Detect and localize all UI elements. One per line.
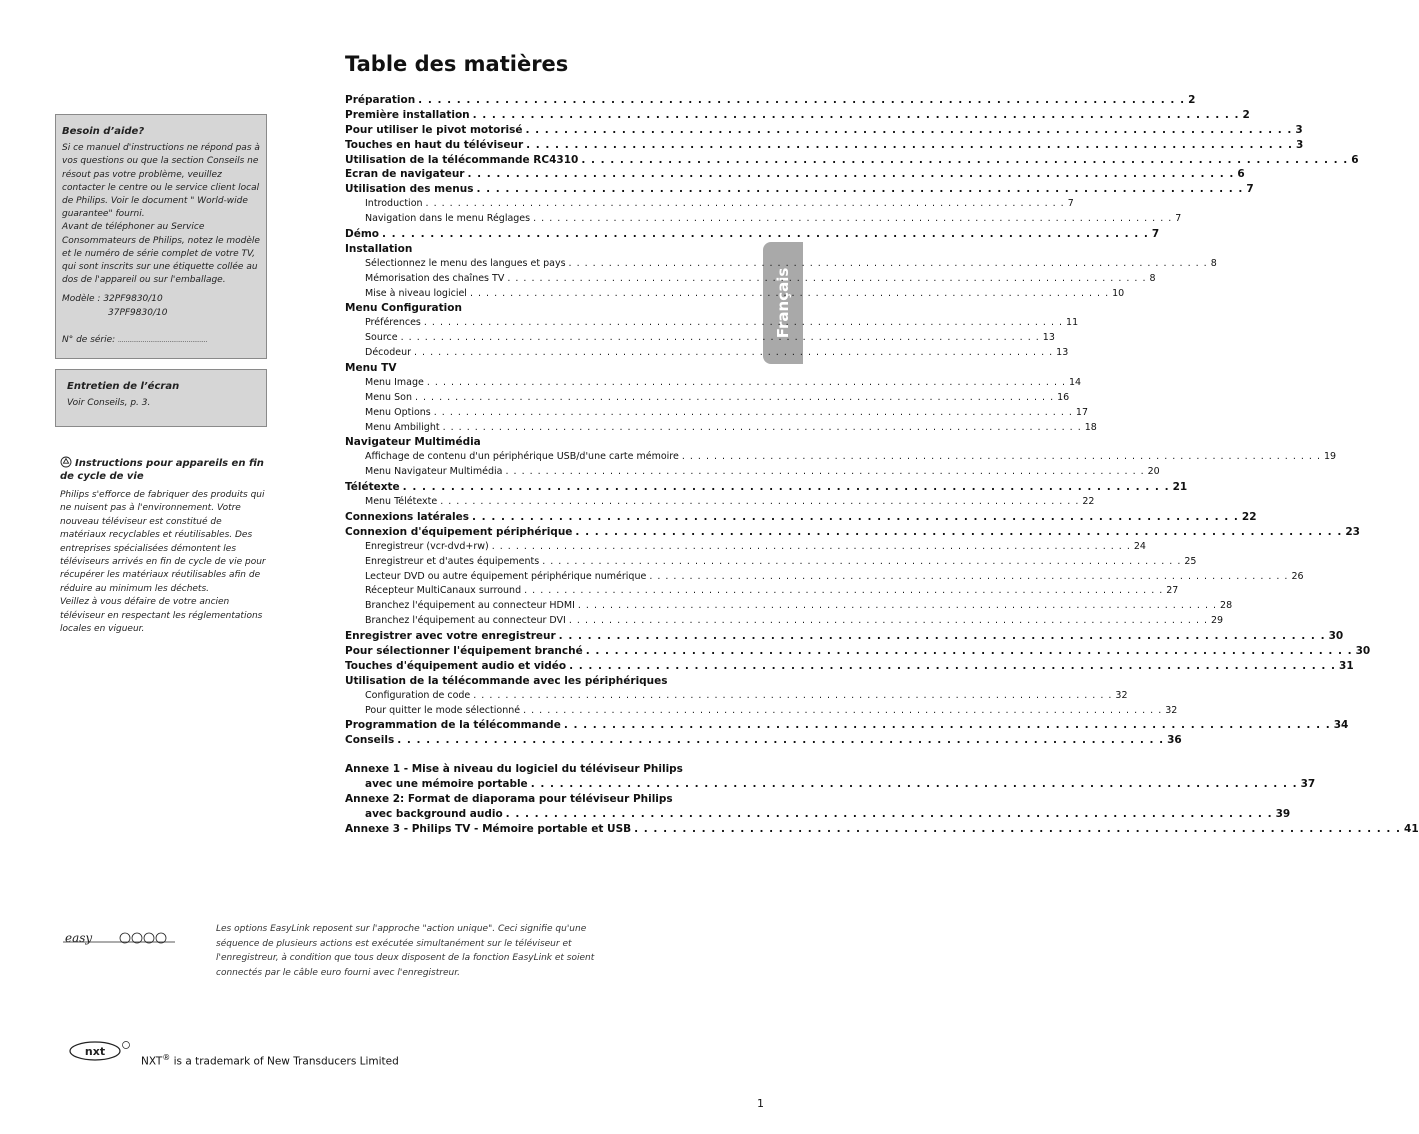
toc-entry — [345, 496, 1095, 511]
toc-leader-dots: . . . . . . . . . . . . . . . . . . . . . . . . . . . . . . . . . . . . . . . . . . . . . . . . . . . . . . . . . . . . . . . . . . . . . . . . . . . . . . . . — [505, 807, 1273, 820]
toc-leader-dots: . . . . . . . . . . . . . . . . . . . . . . . . . . . . . . . . . . . . . . . . . . . . . . . . . . . . . . . . . . . . . . . . . . . . . . . . . . . . . . . . — [575, 525, 1343, 538]
toc-page-number: 29 — [1211, 615, 1224, 627]
toc-entry-title: Introduction — [365, 198, 423, 210]
toc-entry-title: Source — [365, 332, 398, 344]
nxt-note-text: is a trademark of New Transducers Limited — [170, 1055, 399, 1068]
toc-leader-dots: . . . . . . . . . . . . . . . . . . . . . . . . . . . . . . . . . . . . . . . . . . . . . . . . . . . . . . . . . . . . . . . . . . . . . . . . . . . . . . . . — [476, 183, 1244, 196]
toc-page-number: 2 — [1188, 94, 1196, 106]
toc-page-number: 10 — [1112, 287, 1125, 299]
toc-leader-dots: . . . . . . . . . . . . . . . . . . . . . . . . . . . . . . . . . . . . . . . . . . . . . . . . . . . . . . . . . . . . . . . . . . . . . . . . . . . . . . . . — [426, 376, 1067, 388]
toc-page-number: 13 — [1042, 332, 1055, 344]
toc-page-number: 28 — [1220, 600, 1233, 612]
toc-leader-dots: . . . . . . . . . . . . . . . . . . . . . . . . . . . . . . . . . . . . . . . . . . . . . . . . . . . . . . . . . . . . . . . . . . . . . . . . . . . . . . . . — [507, 272, 1147, 284]
toc-entry-title: Menu TV — [345, 362, 397, 375]
toc-entry-title: Récepteur MultiCanaux surround — [365, 585, 522, 597]
toc-page-number: 3 — [1296, 138, 1304, 151]
recycling-section — [60, 456, 268, 636]
toc-leader-dots: . . . . . . . . . . . . . . . . . . . . . . . . . . . . . . . . . . . . . . . . . . . . . . . . . . . . . . . . . . . . . . . . . . . . . . . . . . . . . . . . — [472, 108, 1240, 121]
toc-entry-title: Lecteur DVD ou autre équipement périphérique numérique — [365, 570, 647, 582]
svg-text:nxt: nxt — [84, 1045, 106, 1058]
toc-entry-title: Pour quitter le mode sélectionné — [365, 704, 521, 716]
toc-page-number: 19 — [1324, 451, 1337, 463]
toc-entry-title: Menu Navigateur Multimédia — [365, 466, 503, 478]
toc-leader-dots: . . . . . . . . . . . . . . . . . . . . . . . . . . . . . . . . . . . . . . . . . . . . . . . . . . . . . . . . . . . . . . . . . . . . . . . . . . . . . . . . — [649, 570, 1289, 582]
toc-entry-title: Menu Ambilight — [365, 421, 440, 433]
model-second: 37PF9830/10 — [108, 307, 168, 318]
toc-page-number: 30 — [1328, 630, 1344, 643]
help-box-body-2: Avant de téléphoner au Service Consommateurs de Philips, notez le modèle et le numéro de série complet de votre TV, qui sont inscrits sur une étiquette collée au dos de l'appareil ou sur l'emballage. — [62, 222, 260, 286]
toc-leader-dots: . . . . . . . . . . . . . . . . . . . . . . . . . . . . . . . . . . . . . . . . . . . . . . . . . . . . . . . . . . . . . . . . . . . . . . . . . . . . . . . . — [533, 213, 1173, 225]
toc-entry — [345, 570, 1304, 586]
toc-entry — [345, 332, 1055, 347]
help-box — [55, 114, 267, 359]
nxt-brand: NXT — [141, 1055, 163, 1068]
screen-care-title: Entretien de l’écran — [67, 381, 180, 392]
toc-entry-title: Branchez l'équipement au connecteur HDMI — [365, 600, 575, 612]
screen-care-body: Voir Conseils, p. 3. — [67, 398, 151, 409]
toc-entry — [345, 421, 1097, 437]
toc-entry — [345, 153, 1359, 169]
toc-page-number: 27 — [1166, 585, 1179, 597]
serial-label: N° de série: — [62, 334, 116, 345]
toc-leader-dots: . . . . . . . . . . . . . . . . . . . . . . . . . . . . . . . . . . . . . . . . . . . . . . . . . . . . . . . . . . . . . . . . . . . . . . . . . . . . . . . . — [433, 406, 1073, 418]
toc-entry-title: Télétexte — [345, 481, 400, 494]
toc-page-number: 26 — [1291, 570, 1304, 582]
toc-entry-title: Enregistreur (vcr-dvd+rw) — [365, 540, 489, 552]
toc-entry — [345, 436, 725, 451]
toc-leader-dots: . . . . . . . . . . . . . . . . . . . . . . . . . . . . . . . . . . . . . . . . . . . . . . . . . . . . . . . . . . . . . . . . . . . . . . . . . . . . . . . . — [542, 555, 1182, 567]
toc-page-number: 17 — [1075, 406, 1089, 418]
toc-entry — [345, 704, 1178, 720]
toc-entry — [345, 763, 725, 778]
toc-leader-dots: . . . . . . . . . . . . . . . . . . . . . . . . . . . . . . . . . . . . . . . . . . . . . . . . . . . . . . . . . . . . . . . . . . . . . . . . . . . . . . . . — [568, 257, 1208, 269]
toc-entry-title: Première installation — [345, 108, 470, 121]
toc-entry-title: Connexions latérales — [345, 510, 470, 523]
toc-entry — [345, 391, 1070, 407]
recycling-body: Philips s'efforce de fabriquer des produits qui ne nuisent pas à l'environnement. Votre nouveau téléviseur est constitué de matériaux recyclables et réutilisables. Des entreprises spécialisées démontent les téléviseurs arrivés en fin de cycle de vie pour récupérer les matériaux réutilisables afin de réduire au minimum les déchets. — [60, 490, 266, 594]
toc-entry — [345, 481, 1188, 496]
toc-entry-title: Installation — [345, 242, 413, 255]
toc-entry — [345, 272, 1156, 288]
toc-entry — [345, 376, 1082, 392]
toc-entry — [345, 540, 1146, 556]
toc-page-number: 39 — [1275, 807, 1291, 820]
toc-leader-dots: . . . . . . . . . . . . . . . . . . . . . . . . . . . . . . . . . . . . . . . . . . . . . . . . . . . . . . . . . . . . . . . . . . . . . . . . . . . . . . . . — [568, 615, 1209, 627]
toc-entry-title: Préférences — [365, 317, 421, 329]
help-box-title: Besoin d’aide? — [62, 126, 145, 137]
toc-page-number: 7 — [1175, 213, 1182, 225]
toc-entry-title: Navigation dans le menu Réglages — [365, 213, 531, 225]
toc-entry-title: Utilisation de la télécommande avec les périphériques — [345, 674, 668, 687]
toc-leader-dots: . . . . . . . . . . . . . . . . . . . . . . . . . . . . . . . . . . . . . . . . . . . . . . . . . . . . . . . . . . . . . . . . . . . . . . . . . . . . . . . . — [402, 481, 1170, 494]
toc-page-number: 23 — [1345, 525, 1360, 538]
toc-entry — [345, 228, 1160, 243]
toc-entry — [345, 302, 725, 317]
toc-entry-title: Menu Télétexte — [365, 496, 438, 508]
toc-entry-title: Pour utiliser le pivot motorisé — [345, 123, 523, 136]
toc-leader-dots: . . . . . . . . . . . . . . . . . . . . . . . . . . . . . . . . . . . . . . . . . . . . . . . . . . . . . . . . . . . . . . . . . . . . . . . . . . . . . . . . — [523, 704, 1163, 716]
toc-page-number: 30 — [1355, 644, 1371, 657]
toc-leader-dots: . . . . . . . . . . . . . . . . . . . . . . . . . . . . . . . . . . . . . . . . . . . . . . . . . . . . . . . . . . . . . . . . . . . . . . . . . . . . . . . . — [400, 332, 1040, 344]
toc-page-number: 22 — [1241, 510, 1257, 523]
toc-leader-dots: . . . . . . . . . . . . . . . . . . . . . . . . . . . . . . . . . . . . . . . . . . . . . . . . . . . . . . . . . . . . . . . . . . . . . . . . . . . . . . . . — [526, 138, 1294, 151]
toc-leader-dots: . . . . . . . . . . . . . . . . . . . . . . . . . . . . . . . . . . . . . . . . . . . . . . . . . . . . . . . . . . . . . . . . . . . . . . . . . . . . . . . . — [585, 644, 1353, 657]
toc-page-number: 7 — [1246, 183, 1254, 196]
toc-page-number: 31 — [1339, 659, 1354, 672]
recycling-title: Instructions pour appareils en fin de cycle de vie — [60, 458, 264, 482]
toc-entry — [345, 778, 1316, 793]
toc-entry-title: Annexe 3 - Philips TV - Mémoire portable et USB — [345, 822, 632, 835]
toc-entry — [345, 719, 1349, 734]
toc-entry-title: Ecran de navigateur — [345, 168, 465, 181]
toc-leader-dots: . . . . . . . . . . . . . . . . . . . . . . . . . . . . . . . . . . . . . . . . . . . . . . . . . . . . . . . . . . . . . . . . . . . . . . . . . . . . . . . . — [577, 600, 1218, 612]
toc-entry-title: Affichage de contenu d'un périphérique USB/d'une carte mémoire — [365, 451, 679, 463]
toc-entry — [345, 659, 1354, 675]
serial-blank: ............................................... — [118, 336, 208, 344]
toc-page-number: 7 — [1067, 198, 1074, 210]
toc-entry-title: Sélectionnez le menu des langues et pays — [365, 257, 566, 269]
toc-entry — [345, 287, 1125, 303]
toc-leader-dots: . . . . . . . . . . . . . . . . . . . . . . . . . . . . . . . . . . . . . . . . . . . . . . . . . . . . . . . . . . . . . . . . . . . . . . . . . . . . . . . . — [563, 719, 1331, 732]
toc-entry-title: Utilisation des menus — [345, 183, 474, 196]
toc-entry — [345, 168, 1245, 183]
easylink-logo-text: easy — [65, 931, 93, 945]
toc-entry-title: Branchez l'équipement au connecteur DVI — [365, 615, 566, 627]
toc-entry-title: Préparation — [345, 94, 416, 106]
toc-entry — [345, 644, 1371, 660]
toc-entry — [345, 347, 1069, 362]
toc-leader-dots: . . . . . . . . . . . . . . . . . . . . . . . . . . . . . . . . . . . . . . . . . . . . . . . . . . . . . . . . . . . . . . . . . . . . . . . . . . . . . . . . — [569, 659, 1337, 672]
page-title: Table des matières — [345, 52, 569, 76]
toc-leader-dots: . . . . . . . . . . . . . . . . . . . . . . . . . . . . . . . . . . . . . . . . . . . . . . . . . . . . . . . . . . . . . . . . . . . . . . . . . . . . . . . . — [442, 421, 1082, 433]
toc-page-number: 37 — [1300, 778, 1316, 791]
serial-number-line — [62, 334, 261, 347]
toc-page-number: 13 — [1056, 347, 1069, 359]
toc-leader-dots: . . . . . . . . . . . . . . . . . . . . . . . . . . . . . . . . . . . . . . . . . . . . . . . . . . . . . . . . . . . . . . . . . . . . . . . . . . . . . . . . — [469, 287, 1110, 299]
toc-entry — [345, 793, 725, 808]
toc-page-number: 8 — [1149, 272, 1156, 284]
toc-entry — [345, 183, 1254, 198]
recycling-title-line — [60, 456, 268, 483]
toc-page-number: 24 — [1133, 540, 1146, 552]
toc-page-number: 6 — [1237, 168, 1245, 181]
toc-entry-title: Programmation de la télécommande — [345, 719, 561, 732]
toc-entry-title: Menu Options — [365, 406, 431, 418]
toc-entry — [345, 362, 725, 377]
screen-care-box — [55, 369, 267, 427]
toc-leader-dots: . . . . . . . . . . . . . . . . . . . . . . . . . . . . . . . . . . . . . . . . . . . . . . . . . . . . . . . . . . . . . . . . . . . . . . . . . . . . . . . . — [505, 466, 1145, 478]
toc-entry-title: Pour sélectionner l'équipement branché — [345, 644, 583, 657]
toc-page-number: 18 — [1084, 421, 1097, 433]
toc-entry — [345, 807, 1291, 823]
toc-leader-dots: . . . . . . . . . . . . . . . . . . . . . . . . . . . . . . . . . . . . . . . . . . . . . . . . . . . . . . . . . . . . . . . . . . . . . . . . . . . . . . . . — [472, 510, 1239, 523]
toc-entry — [345, 108, 1250, 124]
toc-entry-title: Mise à niveau logiciel — [365, 287, 467, 299]
toc-entry-title: Décodeur — [365, 347, 411, 359]
toc-entry-title: Annexe 2: Format de diaporama pour téléviseur Philips — [345, 792, 673, 805]
toc-leader-dots: . . . . . . . . . . . . . . . . . . . . . . . . . . . . . . . . . . . . . . . . . . . . . . . . . . . . . . . . . . . . . . . . . . . . . . . . . . . . . . . . — [491, 540, 1131, 552]
toc-entry-title: Touches d'équipement audio et vidéo — [345, 659, 567, 672]
toc-entry — [345, 94, 1196, 109]
toc-leader-dots: . . . . . . . . . . . . . . . . . . . . . . . . . . . . . . . . . . . . . . . . . . . . . . . . . . . . . . . . . . . . . . . . . . . . . . . . . . . . . . . . — [524, 585, 1164, 597]
toc-entry-title: Annexe 1 - Mise à niveau du logiciel du téléviseur Philips — [345, 763, 683, 776]
nxt-trademark-note — [141, 1053, 399, 1068]
registered-mark: ® — [162, 1053, 171, 1062]
toc-leader-dots: . . . . . . . . . . . . . . . . . . . . . . . . . . . . . . . . . . . . . . . . . . . . . . . . . . . . . . . . . . . . . . . . . . . . . . . . . . . . . . . . — [525, 123, 1293, 136]
toc-page-number: 25 — [1184, 555, 1197, 567]
toc-page-number: 34 — [1333, 719, 1349, 732]
toc-leader-dots: . . . . . . . . . . . . . . . . . . . . . . . . . . . . . . . . . . . . . . . . . . . . . . . . . . . . . . . . . . . . . . . . . . . . . . . . . . . . . . . . — [397, 734, 1165, 747]
toc-leader-dots: . . . . . . . . . . . . . . . . . . . . . . . . . . . . . . . . . . . . . . . . . . . . . . . . . . . . . . . . . . . . . . . . . . . . . . . . . . . . . . . . — [382, 228, 1149, 241]
easylink-logo — [63, 928, 179, 950]
toc-entry — [345, 451, 1337, 466]
toc-entry-title: Menu Configuration — [345, 302, 462, 315]
toc-leader-dots: . . . . . . . . . . . . . . . . . . . . . . . . . . . . . . . . . . . . . . . . . . . . . . . . . . . . . . . . . . . . . . . . . . . . . . . . . . . . . . . . — [467, 168, 1235, 181]
toc-entry-title: Conseils — [345, 734, 395, 747]
toc-entry — [345, 822, 1419, 838]
toc-entry — [345, 198, 1074, 213]
toc-leader-dots: . . . . . . . . . . . . . . . . . . . . . . . . . . . . . . . . . . . . . . . . . . . . . . . . . . . . . . . . . . . . . . . . . . . . . . . . . . . . . . . . — [440, 496, 1080, 508]
toc-entry — [345, 555, 1197, 571]
toc-entry-title: Démo — [345, 228, 379, 241]
nxt-logo — [68, 1040, 132, 1062]
toc-page-number: 22 — [1082, 496, 1095, 508]
toc-entry — [345, 123, 1303, 139]
help-box-body: Si ce manuel d'instructions ne répond pas à vos questions ou que la section Conseils ne résout pas votre problème, veuillez contacter le centre ou le service client local de Philips. Voir le document " World-wide guarantee" fourni. — [62, 143, 260, 220]
toc-entry — [345, 243, 725, 258]
toc-page-number: 20 — [1147, 466, 1160, 478]
toc-entry-title: avec background audio — [365, 807, 503, 820]
toc-page-number: 6 — [1351, 153, 1359, 166]
toc-entry — [345, 257, 1217, 273]
toc-entry — [345, 615, 1224, 630]
toc-page-number: 2 — [1242, 108, 1250, 121]
toc-entry-title: Mémorisation des chaînes TV — [365, 272, 505, 284]
toc-leader-dots: . . . . . . . . . . . . . . . . . . . . . . . . . . . . . . . . . . . . . . . . . . . . . . . . . . . . . . . . . . . . . . . . . . . . . . . . . . . . . . . . — [414, 347, 1054, 359]
recycling-body-2: Veillez à vous défaire de votre ancien téléviseur en respectant les réglementations locales en vigueur. — [60, 597, 263, 635]
toc-entry — [345, 213, 1182, 228]
toc-entry — [345, 600, 1233, 615]
toc-page-number: 32 — [1115, 689, 1128, 701]
toc-page-number: 7 — [1151, 228, 1160, 241]
toc-page-number: 8 — [1210, 257, 1217, 269]
recycle-icon — [60, 456, 72, 468]
toc-entry-title: Touches en haut du téléviseur — [345, 138, 524, 151]
toc-entry — [345, 689, 1128, 705]
toc-leader-dots: . . . . . . . . . . . . . . . . . . . . . . . . . . . . . . . . . . . . . . . . . . . . . . . . . . . . . . . . . . . . . . . . . . . . . . . . . . . . . . . . — [423, 317, 1064, 329]
toc-leader-dots: . . . . . . . . . . . . . . . . . . . . . . . . . . . . . . . . . . . . . . . . . . . . . . . . . . . . . . . . . . . . . . . . . . . . . . . . . . . . . . . . — [558, 630, 1326, 643]
toc-entry — [345, 675, 725, 690]
toc-entry — [345, 138, 1304, 154]
toc-page-number: 16 — [1057, 391, 1070, 403]
language-tab-label: Français — [774, 267, 792, 339]
toc-entry-title: Menu Image — [365, 376, 424, 388]
toc-entry-title: avec une mémoire portable — [365, 778, 528, 791]
toc-entry-title: Connexion d'équipement périphérique — [345, 525, 573, 538]
toc-page-number: 3 — [1295, 123, 1303, 136]
toc-entry-title: Configuration de code — [365, 689, 471, 701]
toc-leader-dots: . . . . . . . . . . . . . . . . . . . . . . . . . . . . . . . . . . . . . . . . . . . . . . . . . . . . . . . . . . . . . . . . . . . . . . . . . . . . . . . . — [425, 198, 1065, 210]
toc-leader-dots: . . . . . . . . . . . . . . . . . . . . . . . . . . . . . . . . . . . . . . . . . . . . . . . . . . . . . . . . . . . . . . . . . . . . . . . . . . . . . . . . — [581, 153, 1349, 166]
toc-leader-dots: . . . . . . . . . . . . . . . . . . . . . . . . . . . . . . . . . . . . . . . . . . . . . . . . . . . . . . . . . . . . . . . . . . . . . . . . . . . . . . . . — [634, 822, 1402, 835]
toc-leader-dots: . . . . . . . . . . . . . . . . . . . . . . . . . . . . . . . . . . . . . . . . . . . . . . . . . . . . . . . . . . . . . . . . . . . . . . . . . . . . . . . . — [530, 778, 1298, 791]
toc-entry-title: Enregistrer avec votre enregistreur — [345, 630, 556, 643]
model-label: Modèle : 32PF9830/10 — [62, 294, 163, 305]
toc-page-number: 41 — [1404, 822, 1419, 835]
toc-page-number: 14 — [1069, 376, 1082, 388]
toc-leader-dots: . . . . . . . . . . . . . . . . . . . . . . . . . . . . . . . . . . . . . . . . . . . . . . . . . . . . . . . . . . . . . . . . . . . . . . . . . . . . . . . . — [681, 451, 1321, 463]
toc-entry-title: Menu Son — [365, 391, 412, 403]
page-number: 1 — [757, 1097, 764, 1110]
toc-entry-title: Utilisation de la télécommande RC4310 — [345, 153, 579, 166]
toc-entry — [345, 525, 1360, 541]
toc-entry-title: Navigateur Multimédia — [345, 436, 481, 449]
toc-entry — [345, 510, 1257, 526]
toc-page-number: 21 — [1172, 481, 1188, 494]
toc-entry — [345, 585, 1179, 600]
toc-page-number: 36 — [1167, 734, 1182, 747]
toc-page-number: 11 — [1066, 317, 1079, 329]
toc-entry — [345, 406, 1089, 422]
toc-page-number: 32 — [1165, 704, 1178, 716]
toc-leader-dots: . . . . . . . . . . . . . . . . . . . . . . . . . . . . . . . . . . . . . . . . . . . . . . . . . . . . . . . . . . . . . . . . . . . . . . . . . . . . . . . . — [414, 391, 1055, 403]
toc-leader-dots: . . . . . . . . . . . . . . . . . . . . . . . . . . . . . . . . . . . . . . . . . . . . . . . . . . . . . . . . . . . . . . . . . . . . . . . . . . . . . . . . — [418, 94, 1186, 106]
toc-entry — [345, 630, 1344, 645]
toc-entry — [345, 734, 1182, 749]
easylink-note: Les options EasyLink reposent sur l'approche "action unique". Ceci signifie qu'une séquence de plusieurs actions est exécutée simultanément sur le téléviseur et l'enregistreur, à condition que tous deux disposent de la fonction EasyLink et soient connectés par le câble euro fourni avec l'enregistreur. — [216, 924, 595, 978]
toc-entry — [345, 466, 1160, 481]
toc-entry-title: Enregistreur et d'autes équipements — [365, 555, 540, 567]
toc-entry — [345, 317, 1079, 332]
toc-leader-dots: . . . . . . . . . . . . . . . . . . . . . . . . . . . . . . . . . . . . . . . . . . . . . . . . . . . . . . . . . . . . . . . . . . . . . . . . . . . . . . . . — [473, 689, 1113, 701]
